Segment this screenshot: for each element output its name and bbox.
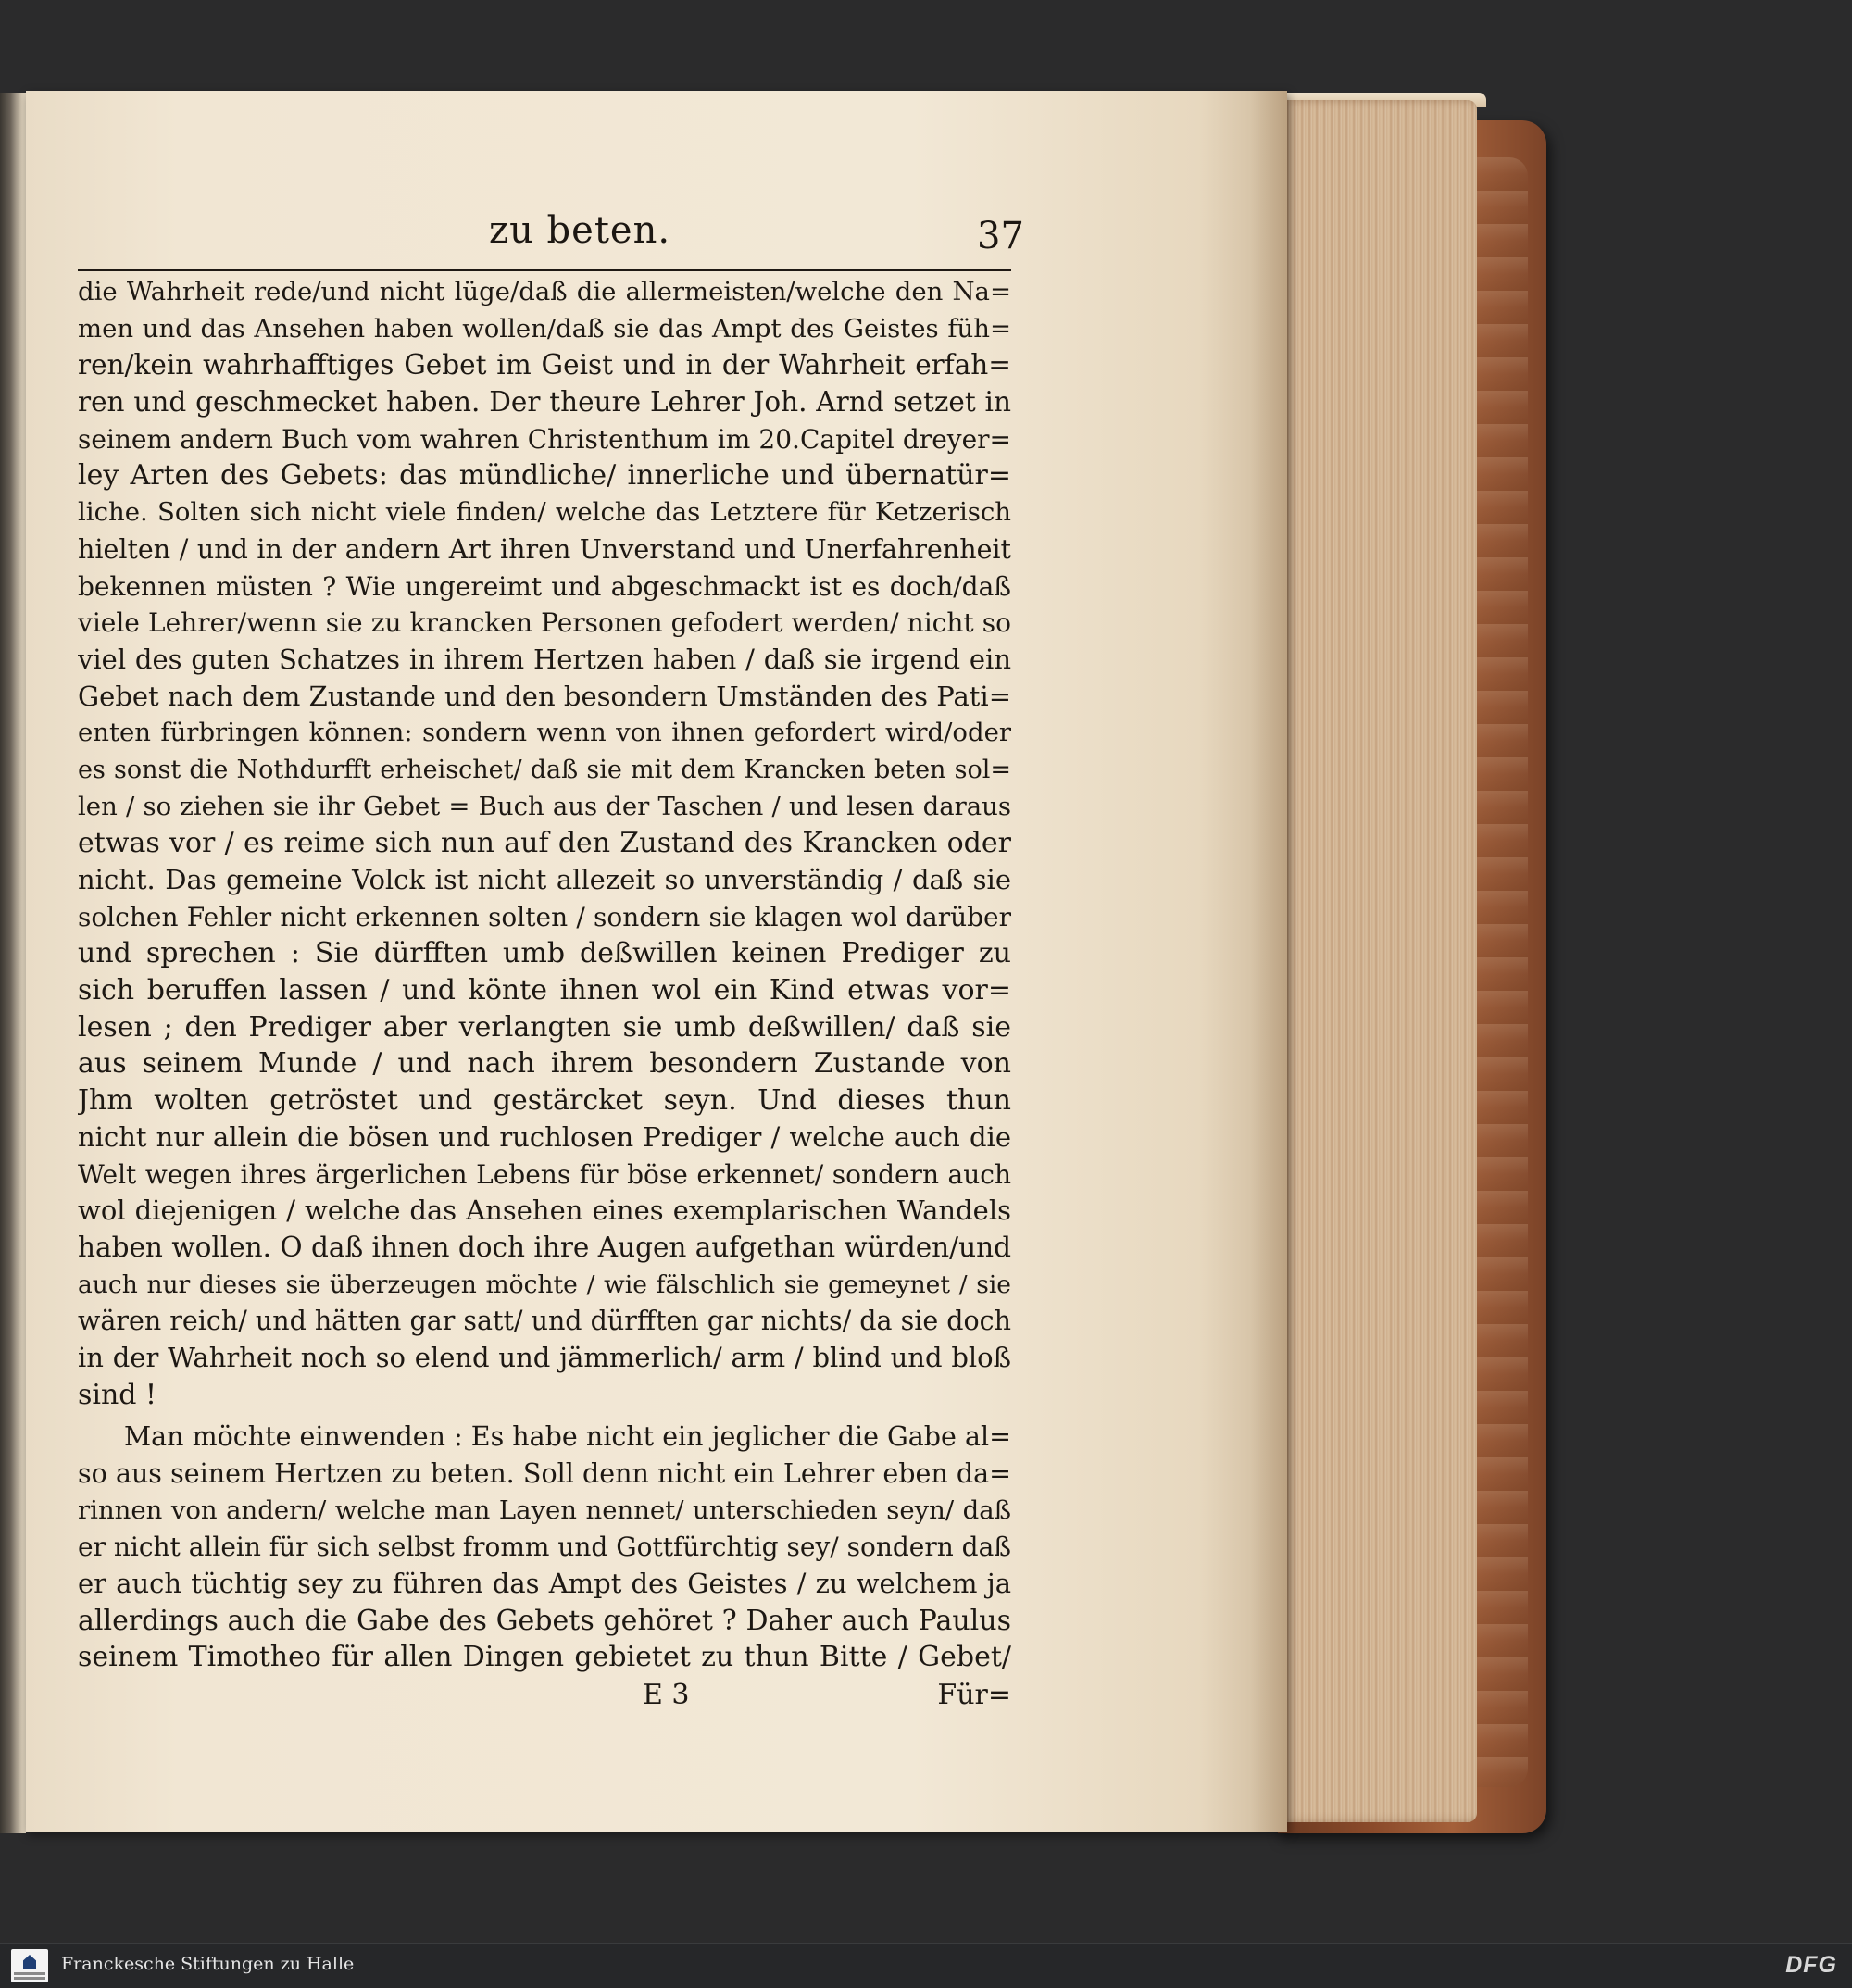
page-block-edge bbox=[1283, 100, 1477, 1822]
text-line: er auch tüchtig sey zu führen das Ampt des Geistes / zu welchem ja bbox=[78, 1568, 1011, 1600]
text-line: die Wahrheit rede/und nicht lüge/daß die allermeisten/welche den Na= bbox=[78, 277, 1011, 306]
facing-page-edge bbox=[0, 93, 26, 1833]
logo-caption-line bbox=[14, 1972, 45, 1975]
text-line: seinem andern Buch vom wahren Christenthum im 20.Capitel dreyer= bbox=[78, 423, 1011, 455]
viewer-footer bbox=[0, 1943, 1852, 1988]
paragraph-2 bbox=[78, 1419, 1011, 1676]
dfg-logo[interactable]: DFG bbox=[1785, 1952, 1837, 1978]
text-line: solchen Fehler nicht erkennen solten / sondern sie klagen wol darüber bbox=[78, 901, 1011, 932]
institution-logo[interactable] bbox=[11, 1949, 48, 1982]
paragraph-1 bbox=[78, 274, 1011, 1413]
text-line: men und das Ansehen haben wollen/daß sie das Ampt des Geistes füh= bbox=[78, 313, 1011, 344]
page-foot bbox=[78, 1679, 1011, 1716]
text-line: viel des guten Schatzes in ihrem Hertzen haben / daß sie irgend ein bbox=[78, 643, 1011, 675]
text-line: liche. Solten sich nicht viele finden/ welche das Letztere für Ketzerisch bbox=[78, 497, 1011, 528]
text-line: Jhm wolten getröstet und gestärcket seyn. Und dieses thun bbox=[78, 1084, 1011, 1118]
text-line: sind ! bbox=[78, 1378, 157, 1411]
text-line: bekennen müsten ? Wie ungereimt und abgeschmackt ist es doch/daß bbox=[78, 570, 1011, 602]
text-line: ren und geschmecket haben. Der theure Lehrer Joh. Arnd setzet in bbox=[78, 386, 1011, 419]
text-line: und sprechen : Sie dürfften umb deßwillen keinen Prediger zu bbox=[78, 937, 1011, 970]
signature-mark: E 3 bbox=[643, 1679, 690, 1711]
text-line: er nicht allein für sich selbst fromm und Gottfürchtig sey/ sondern daß bbox=[78, 1532, 1011, 1563]
text-line: Man möchte einwenden : Es habe nicht ein jeglicher die Gabe al= bbox=[124, 1421, 1011, 1453]
text-line: aus seinem Munde / und nach ihrem besondern Zustande von bbox=[78, 1047, 1011, 1081]
page-number: 37 bbox=[977, 215, 1024, 257]
text-line: seinem Timotheo für allen Dingen gebietet zu thun Bitte / Gebet/ bbox=[78, 1641, 1011, 1674]
text-line: hielten / und in der andern Art ihren Unverstand und Unerfahrenheit bbox=[78, 533, 1011, 565]
text-line: haben wollen. O daß ihnen doch ihre Augen aufgethan würden/und bbox=[78, 1231, 1011, 1263]
text-line: Welt wegen ihres ärgerlichen Lebens für böse erkennet/ sondern auch bbox=[78, 1158, 1011, 1190]
text-line: Gebet nach dem Zustande und den besondern Umständen des Pati= bbox=[78, 680, 1011, 712]
text-line: ren/kein wahrhafftiges Gebet im Geist und in der Wahrheit erfah= bbox=[78, 349, 1011, 381]
text-line: etwas vor / es reime sich nun auf den Zustand des Krancken oder bbox=[78, 827, 1011, 860]
text-line: auch nur dieses sie überzeugen möchte / wie fälschlich sie gemeynet / sie bbox=[78, 1269, 1011, 1299]
text-line: nicht. Das gemeine Volck ist nicht allezeit so unverständig / daß sie bbox=[78, 864, 1011, 895]
catchword: Für= bbox=[937, 1679, 1011, 1711]
text-line: enten fürbringen können: sondern wenn von ihnen gefordert wird/oder bbox=[78, 718, 1011, 748]
text-line: len / so ziehen sie ihr Gebet = Buch aus der Taschen / und lesen daraus bbox=[78, 791, 1011, 821]
page-body bbox=[78, 274, 1011, 1676]
text-line: nicht nur allein die bösen und ruchlosen Prediger / welche auch die bbox=[78, 1120, 1011, 1153]
text-line: sich beruffen lassen / und könte ihnen wol ein Kind etwas vor= bbox=[78, 974, 1011, 1007]
text-line: wären reich/ und hätten gar satt/ und dürfften gar nichts/ da sie doch bbox=[78, 1306, 1011, 1337]
text-line: wol diejenigen / welche das Ansehen eines exemplarischen Wandels bbox=[78, 1194, 1011, 1227]
header-rule bbox=[78, 269, 1011, 271]
institution-name[interactable]: Franckesche Stiftungen zu Halle bbox=[61, 1954, 355, 1974]
text-line: es sonst die Nothdurfft erheischet/ daß sie mit dem Krancken beten sol= bbox=[78, 755, 1011, 784]
building-icon bbox=[23, 1955, 36, 1969]
text-line: rinnen von andern/ welche man Layen nennet/ unterschieden seyn/ daß bbox=[78, 1494, 1011, 1525]
text-line: ley Arten des Gebets: das mündliche/ innerliche und übernatür= bbox=[78, 459, 1011, 493]
text-line: so aus seinem Hertzen zu beten. Soll denn nicht ein Lehrer eben da= bbox=[78, 1458, 1011, 1489]
running-head: zu beten. bbox=[489, 209, 671, 252]
text-line: in der Wahrheit noch so elend und jämmerlich/ arm / blind und bloß bbox=[78, 1341, 1011, 1373]
text-line: viele Lehrer/wenn sie zu krancken Personen gefodert werden/ nicht so bbox=[78, 607, 1011, 639]
text-line: lesen ; den Prediger aber verlangten sie umb deßwillen/ daß sie bbox=[78, 1010, 1011, 1044]
logo-caption-line bbox=[14, 1977, 45, 1980]
text-line: allerdings auch die Gabe des Gebets gehöret ? Daher auch Paulus bbox=[78, 1604, 1011, 1637]
